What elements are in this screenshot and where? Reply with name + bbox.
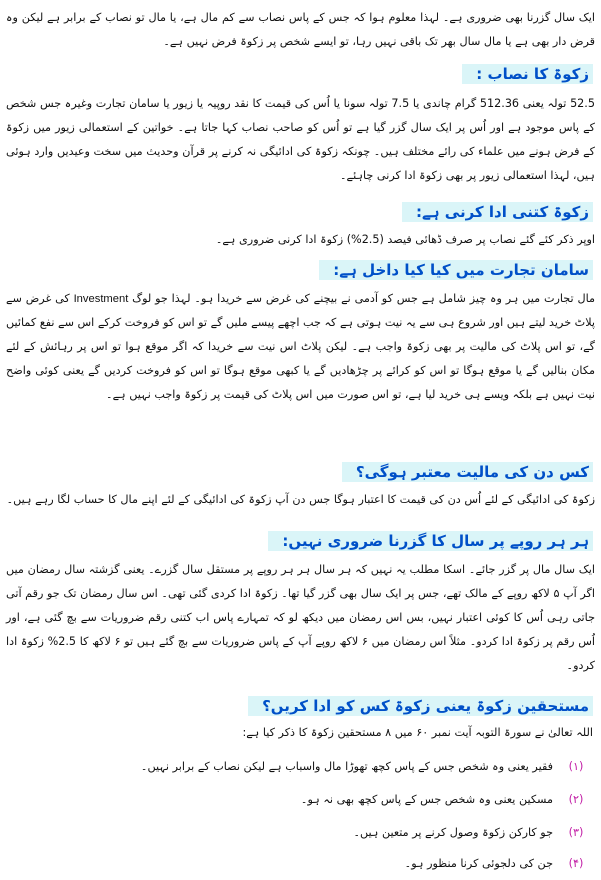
heading-valuation-day-text: کس دن کی مالیت معتبر ہوگی؟ bbox=[342, 462, 593, 482]
heading-year-per-rupee bbox=[6, 529, 593, 553]
opening-paragraph: ایک سال گزرنا بھی ضروری ہے۔ لہذا معلوم ہوا کہ جس کے پاس نصاب سے کم مال ہے، یا مال تو نصاب کے برابر ہے لیکن وہ قرض دار بھی ہے یا مال سال بھر تک باقی نہیں رہا، تو ایسے شخص پر زکوۃ فرض نہیں ہے۔ bbox=[6, 11, 595, 48]
valuation-day-paragraph: زکوۃ کی ادائیگی کے لئے اُس دن کی قیمت کا اعتبار ہوگا جس دن آپ زکوۃ کی ادائیگی کے لئے اپنے مال کا حساب لگا رہے ہیں۔ bbox=[6, 493, 595, 506]
trade-goods-text-2: کی غرض سے پلاٹ خرید لیتے ہیں اور شروع ہی سے یہ نیت ہوتی ہے کہ جب اچھے پیسے ملیں گے تو اس کو فروخت کرکے اس سے نفع کمائیں گے، تو اس پلاٹ کی مالیت پر بھی زکوۃ واجب ہے۔ لیکن پلاٹ اس نیت سے خریدا کہ اگر موقع ہوا تو اس پر رہائش کے لئے مکان بنالیں گے یا موقع ہوگا تو اس کو کرائے پر چڑھادیں گے یا کبھی موقع ہوگا تو اس کو فروخت کردیں گے یعنی کوئی واضح نیت نہیں ہے بلکہ ویسے ہی خرید لیا ہے، تو اس صورت میں اس پلاٹ کی قیمت پر زکوۃ واجب نہیں ہے۔ bbox=[5, 292, 595, 401]
heading-zakat-nisab-text: زکوۃ کا نصاب : bbox=[462, 64, 593, 84]
recipient-item-4 bbox=[405, 853, 591, 875]
heading-zakat-nisab bbox=[6, 62, 593, 86]
heading-zakat-amount-text: زکوۃ کتنی ادا کرنی ہے: bbox=[402, 202, 593, 222]
recipient-text-1: فقیر یعنی وہ شخص جس کے پاس کچھ تھوڑا مال واسباب ہے لیکن نصاب کے برابر نہیں۔ bbox=[140, 760, 553, 773]
recipient-text-4: جن کی دلجوئی کرنا منظور ہو۔ bbox=[404, 857, 553, 870]
heading-zakat-recipients bbox=[6, 694, 593, 718]
recipient-text-2: مسکین یعنی وہ شخص جس کے پاس کچھ بھی نہ ہو۔ bbox=[300, 793, 553, 806]
heading-trade-goods bbox=[6, 258, 593, 282]
heading-zakat-recipients-text: مستحقین زکوۃ یعنی زکوۃ کس کو ادا کریں؟ bbox=[248, 696, 593, 716]
recipient-number-3: (۳) bbox=[568, 826, 584, 839]
trade-goods-paragraph bbox=[6, 287, 595, 407]
recipient-number-1: (۱) bbox=[568, 760, 584, 773]
year-per-rupee-paragraph: ایک سال مال پر گزر جائے۔ اسکا مطلب یہ نہیں کہ ہر سال ہر ہر روپے پر مستقل سال گزرے۔ یعنی گزشتہ سال رمضان میں اگر آپ ۵ لاکھ روپے کے مالک تھے، جس پر ایک سال بھی گزر گیا تھا۔ زکوۃ ادا کردی گئی تھی۔ اس سال رمضان تک جو رقم آتی جاتی رہی اُس کا کوئی اعتبار نہیں، بس اس رمضان میں دیکھ لو کہ تمہارے پاس اب کتنی رقم ضروریات سے بچ گئی ہے، اور اُس رقم پر زکوۃ ادا کردو۔ مثلاً اس رمضان میں ۶ لاکھ روپے آپ کے پاس ضروریات سے بچ گئے ہیں تو ۶ لاکھ کا 2.5% زکوۃ ادا کردو۔ bbox=[6, 563, 595, 672]
amount-paragraph: اوپر ذکر کئے گئے نصاب پر صرف ڈھائی فیصد (2.5%) زکوۃ ادا کرنی ضروری ہے۔ bbox=[215, 233, 595, 246]
recipient-number-2: (۲) bbox=[568, 793, 584, 806]
recipient-number-4: (۴) bbox=[568, 857, 584, 870]
heading-trade-goods-text: سامان تجارت میں کیا کیا داخل ہے: bbox=[319, 260, 593, 280]
nisab-paragraph: 52.5 تولہ یعنی 512.36 گرام چاندی یا 7.5 تولہ سونا یا اُس کی قیمت کا نقد روپیہ یا زیور یا سامان تجارت وغیرہ جس شخص کے پاس موجود ہے اور اُس پر ایک سال گزر گیا ہے تو اُس کو صاحب نصاب کہا جاتا ہے۔ خواتین کے استعمالی زیور میں زکوۃ کے فرض ہونے میں علماء کی رائے مختلف ہیں۔ چونکہ زکوۃ کی ادائیگی نہ کرنے پر قرآن وحدیث میں سخت وعیدیں وارد ہوئی ہیں، لہذا استعمالی زیور پر بھی زکوۃ ادا کرنی چاہئے۔ bbox=[6, 97, 595, 182]
investment-word: Investment bbox=[73, 293, 129, 305]
heading-zakat-amount bbox=[6, 200, 593, 224]
heading-year-per-rupee-text: ہر ہر روپے پر سال کا گزرنا ضروری نہیں: bbox=[268, 531, 593, 551]
recipient-item-3 bbox=[353, 822, 591, 844]
recipient-item-1 bbox=[141, 756, 591, 778]
trade-goods-text-1: مال تجارت میں ہر وہ چیز شامل ہے جس کو آدمی نے بیچنے کی غرض سے خریدا ہو۔ لہذا جو لوگ bbox=[132, 292, 595, 305]
recipients-intro: اللہ تعالیٰ نے سورۃ التوبہ آیت نمبر ۶۰ میں ۸ مستحقین زکوۃ کا ذکر کیا ہے: bbox=[242, 726, 593, 739]
recipient-text-3: جو کارکن زکوۃ وصول کرنے پر متعین ہیں۔ bbox=[353, 826, 553, 839]
heading-valuation-day bbox=[6, 460, 593, 484]
recipient-item-2 bbox=[301, 789, 591, 811]
